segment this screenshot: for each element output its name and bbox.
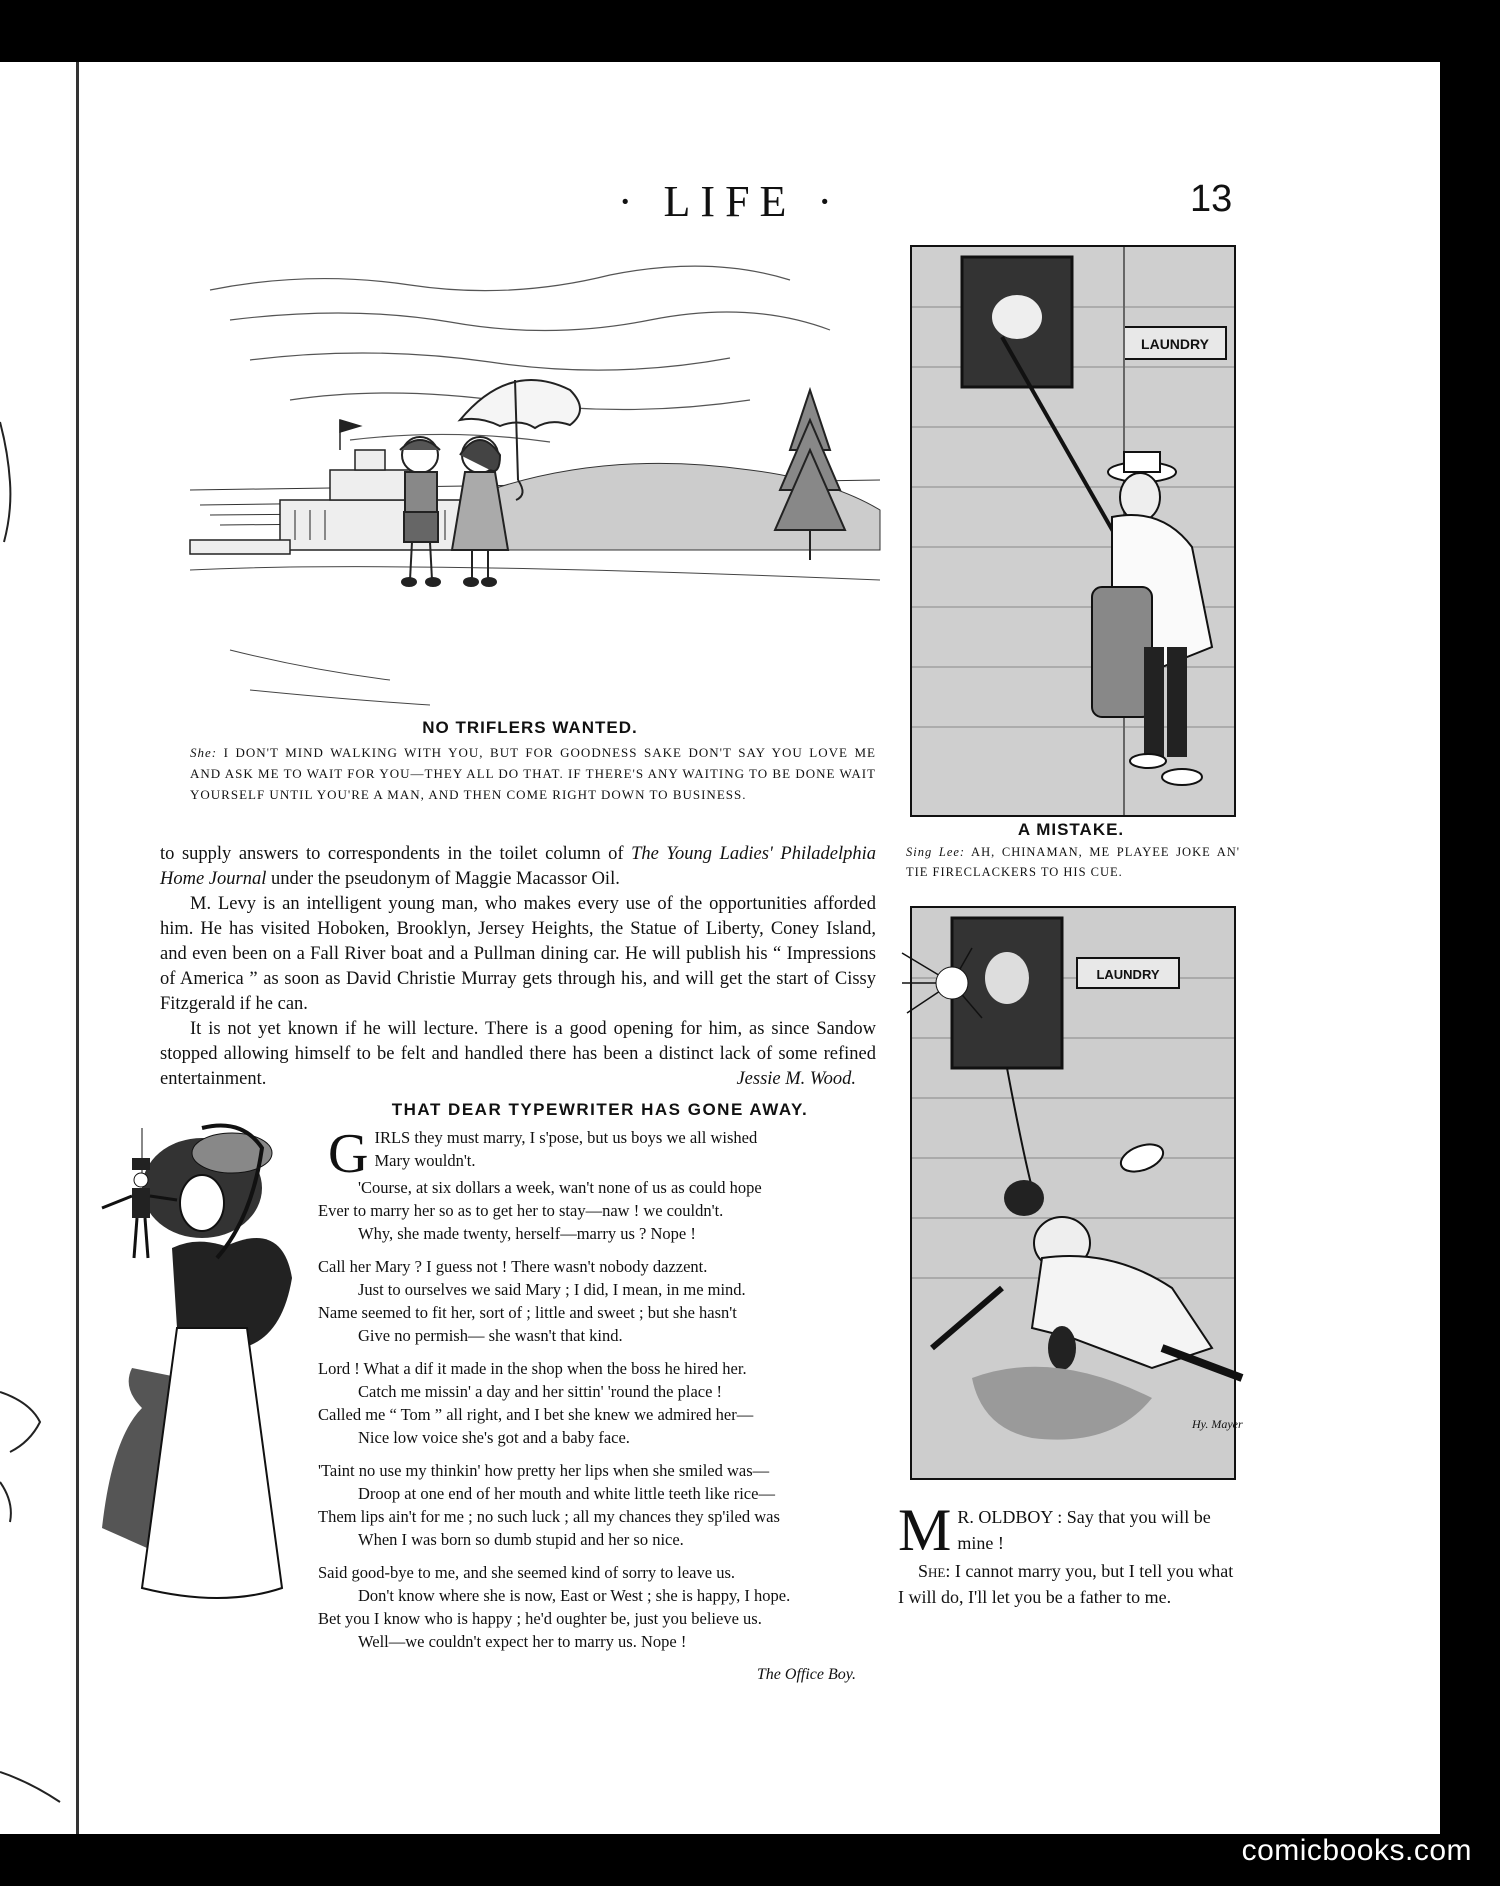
- poem-line: 'Course, at six dollars a week, wan't none of us as could hope: [358, 1178, 762, 1197]
- cartoon-panel-1: [910, 245, 1236, 817]
- poem-stanza-5: [318, 1561, 878, 1653]
- laundry-sign-2: LAUNDRY: [1096, 967, 1160, 982]
- poem-line: Well—we couldn't expect her to marry us. Nope !: [358, 1632, 687, 1651]
- poem-signature: The Office Boy.: [756, 1666, 856, 1683]
- artist-signature: Hy. Mayer: [1192, 1417, 1243, 1431]
- poem-stanza-2: [318, 1255, 878, 1347]
- article-paragraph-1: to supply answers to correspondents in the toilet column of The Young Ladies' Philadelphia Home Journal under the pseudonym of Maggie Macassor Oil.: [160, 844, 876, 889]
- poem-line: Ever to marry her so as to get her to stay—naw ! we couldn't.: [318, 1201, 724, 1220]
- poem-title: THAT DEAR TYPEWRITER HAS GONE AWAY.: [391, 1100, 809, 1119]
- joke-dropcap: M: [898, 1497, 952, 1563]
- poem-line: When I was born so dumb stupid and her so nice.: [358, 1530, 684, 1549]
- poem-line: Give no permish— she wasn't that kind.: [358, 1326, 623, 1345]
- poem-line: Bet you I know who is happy ; he'd oughter be, just you believe us.: [318, 1609, 762, 1628]
- cartoon-panel-2: [910, 906, 1243, 1480]
- site-watermark: comicbooks.com: [1241, 1834, 1472, 1867]
- poem-line: 'Taint no use my thinkin' how pretty her lips when she smiled was—: [318, 1461, 770, 1480]
- article-signature: Jessie M. Wood.: [736, 1069, 856, 1089]
- cartoon-dialogue: I DON'T MIND WALKING WITH YOU, BUT FOR GOODNESS SAKE DON'T SAY YOU LOVE ME AND ASK ME TO WAIT FOR YOU—THEY ALL DO THAT. IF THERE'S ANY WAITING TO BE DONE WAIT YOURSELF UNTIL YOU'RE A MAN, AND THEN COME RIGHT DOWN TO BUSINESS.: [190, 745, 876, 802]
- laundry-sign-1: LAUNDRY: [1141, 336, 1209, 352]
- cartoon-mistake-title: A MISTAKE.: [1017, 820, 1125, 839]
- cartoon-speaker: She:: [190, 745, 218, 760]
- cartoon-caption-title: NO TRIFLERS WANTED.: [422, 718, 638, 737]
- cartoon-mistake-dialogue: AH, CHINAMAN, ME PLAYEE JOKE AN' TIE FIRECLACKERS TO HIS CUE.: [906, 845, 1241, 879]
- oldboy-joke: [898, 1497, 1238, 1612]
- poem-stanza-4: [318, 1459, 878, 1551]
- poem-line: Nice low voice she's got and a baby face.: [358, 1428, 630, 1447]
- poem-line: Lord ! What a dif it made in the shop when the boss he hired her.: [318, 1359, 747, 1378]
- joke-line-1: M R. OLDBOY : Say that you will be mine !: [898, 1497, 1211, 1563]
- magazine-masthead: · LIFE ·: [617, 177, 843, 226]
- poem-line: Catch me missin' a day and her sittin' 'round the place !: [358, 1382, 723, 1401]
- poem-line: Why, she made twenty, herself—marry us ? Nope !: [358, 1224, 696, 1243]
- poem-line: Said good-bye to me, and she seemed kind of sorry to leave us.: [318, 1563, 735, 1582]
- illustration-lady-with-puppet: [82, 1108, 312, 1608]
- cartoon-mistake-speaker: Sing Lee:: [906, 845, 966, 859]
- poem-line: Don't know where she is now, East or West ; she is happy, I hope.: [358, 1586, 791, 1605]
- cartoon-mistake-caption: [906, 842, 1240, 882]
- article-body: [160, 842, 876, 1092]
- facing-page-edge: [0, 62, 76, 1834]
- poem-line: Droop at one end of her mouth and white little teeth like rice—: [358, 1484, 775, 1503]
- poem-body: [318, 1123, 878, 1686]
- poem-line: Called me “ Tom ” all right, and I bet she knew we admired her—: [318, 1405, 754, 1424]
- poem-line: Mary wouldn't.: [374, 1151, 476, 1170]
- joke-line-2: She: I cannot marry you, but I tell you what I will do, I'll let you be a father to me.: [898, 1561, 1234, 1607]
- poem-dropcap: G: [328, 1123, 369, 1185]
- page-gutter-line: [76, 62, 79, 1834]
- poem-stanza-3: [318, 1357, 878, 1449]
- poem-line: IRLS they must marry, I s'pose, but us boys we all wished: [374, 1128, 758, 1147]
- poem-line: Them lips ain't for me ; no such luck ; all my chances they sp'iled was: [318, 1507, 780, 1526]
- article-paragraph-2: M. Levy is an intelligent young man, who makes every use of the opportunities afforded him. He has visited Hoboken, Brooklyn, Jersey Heights, the Statue of Liberty, Coney Island, and even been on a Fall River boat and a Pullman dining car. He will publish his “ Impressions of America ” as soon as David Christie Murray gets through his, and will get the start of Cissy Fitzgerald if he can.: [160, 894, 876, 1014]
- poem-stanza-1: [318, 1123, 878, 1245]
- article-paragraph-3: It is not yet known if he will lecture. There is a good opening for him, as since Sandow stopped allowing himself to be felt and handled there has been a distinct lack of some refined entertainment.: [160, 1019, 876, 1089]
- cartoon-caption-text: [190, 742, 876, 805]
- poem-line: Just to ourselves we said Mary ; I did, I mean, in me mind.: [358, 1280, 746, 1299]
- illustration-children-umbrella: [190, 250, 880, 710]
- poem-line: Call her Mary ? I guess not ! There wasn't nobody dazzent.: [318, 1257, 708, 1276]
- page-number: 13: [1190, 178, 1233, 220]
- poem-line: Name seemed to fit her, sort of ; little and sweet ; but she hasn't: [318, 1303, 737, 1322]
